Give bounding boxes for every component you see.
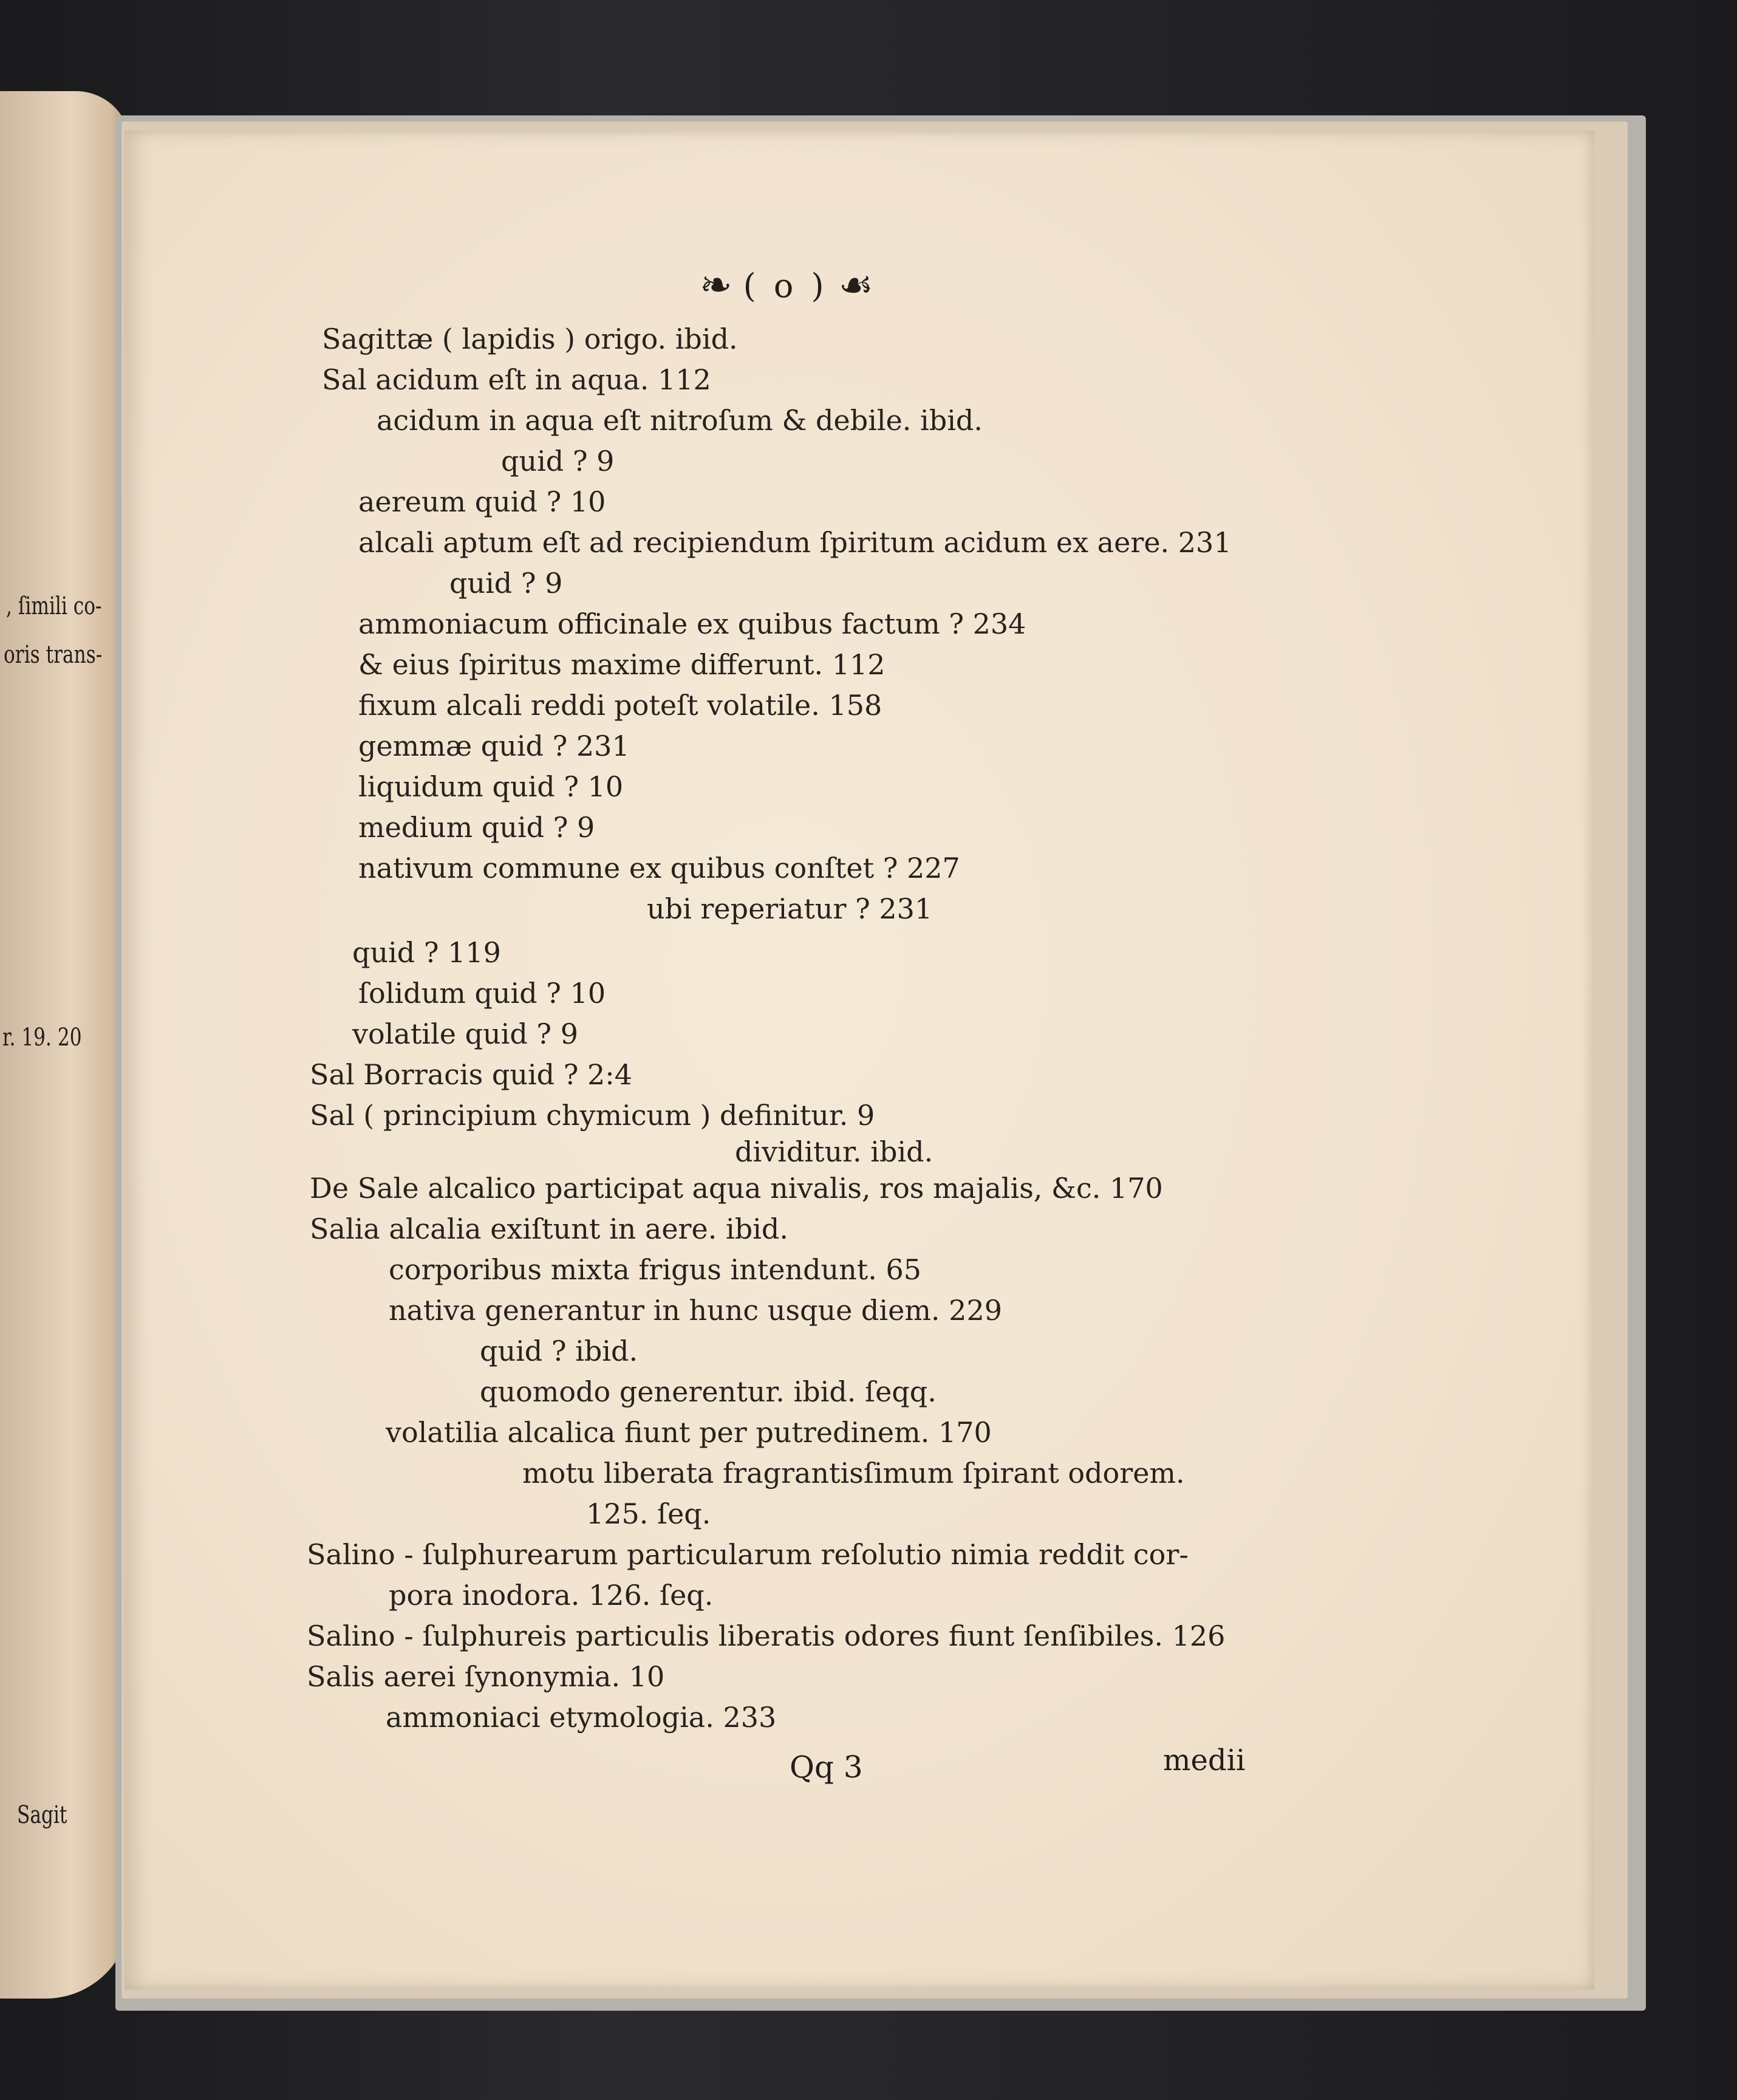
index-entry: aereum quid ? 10 (358, 485, 606, 518)
index-entry: De Sale alcalico participat aqua nivalis, ros majalis, &c. 170 (310, 1172, 1163, 1205)
index-entry: ammoniaci etymologia. 233 (386, 1701, 777, 1734)
index-entry: corporibus mixta frigus intendunt. 65 (389, 1253, 922, 1286)
signature-mark: Qq 3 (790, 1749, 863, 1785)
index-entry: ammoniacum officinale ex quibus factum ? 234 (358, 607, 1026, 640)
index-entry: Sagittæ ( lapidis ) origo. ibid. (322, 323, 738, 355)
index-entry: dividitur. ibid. (735, 1135, 933, 1168)
left-page-fragment: oris trans- (4, 641, 103, 669)
left-page-fragment: r. 19. 20 (2, 1024, 82, 1052)
index-entry: nativa generantur in hunc usque diem. 229 (389, 1294, 1002, 1327)
index-entry: quomodo generentur. ibid. ſeqq. (480, 1375, 937, 1408)
left-facing-page (0, 91, 131, 1999)
index-entry: acidum in aqua eſt nitroſum & debile. ibid. (377, 404, 983, 437)
page-number-header: ( o ) (743, 266, 828, 305)
index-entry: quid ? 9 (501, 445, 615, 477)
index-entry: Salino - ſulphureis particulis liberatis odores fiunt ſenſibiles. 126 (307, 1619, 1226, 1652)
index-entry: medium quid ? 9 (358, 811, 595, 844)
fleuron-right-icon: ☙ (838, 263, 873, 308)
index-entry: Salis aerei ſynonymia. 10 (307, 1660, 665, 1693)
index-entry: 125. ſeq. (586, 1497, 711, 1530)
index-entry: quid ? 119 (352, 936, 501, 969)
index-entry: Sal Borracis quid ? 2:4 (310, 1058, 633, 1091)
left-page-fragment: Sagit (17, 1801, 67, 1829)
index-entry: gemmæ quid ? 231 (358, 730, 630, 762)
index-entry: Salia alcalia exiſtunt in aere. ibid. (310, 1212, 788, 1245)
page-header (665, 258, 908, 313)
index-entry: ubi reperiatur ? 231 (647, 892, 933, 925)
index-entry: alcali aptum eſt ad recipiendum ſpiritum acidum ex aere. 231 (358, 526, 1232, 559)
index-entry: fixum alcali reddi poteſt volatile. 158 (358, 689, 882, 722)
index-entry: Sal ( principium chymicum ) definitur. 9 (310, 1099, 875, 1132)
index-entry: quid ? ibid. (480, 1335, 638, 1367)
index-entry: Salino - ſulphurearum particularum reſolutio nimia reddit cor- (307, 1538, 1189, 1571)
fleuron-left-icon: ❧ (700, 263, 732, 308)
left-page-fragment: , ſimili co- (6, 592, 102, 620)
index-entry: nativum commune ex quibus conſtet ? 227 (358, 852, 960, 884)
index-entry: ſolidum quid ? 10 (358, 977, 606, 1010)
index-entry: & eius ſpiritus maxime differunt. 112 (358, 648, 886, 681)
index-entry: liquidum quid ? 10 (358, 770, 624, 803)
index-entry: volatilia alcalica fiunt per putredinem. 170 (386, 1416, 992, 1449)
catchword: medii (1163, 1743, 1246, 1777)
index-entry: Sal acidum eſt in aqua. 112 (322, 363, 711, 396)
index-entry: motu liberata fragrantisſimum ſpirant odorem. (522, 1457, 1185, 1489)
index-entry: volatile quid ? 9 (352, 1018, 578, 1050)
index-entry: pora inodora. 126. ſeq. (389, 1579, 714, 1612)
index-entry: quid ? 9 (449, 567, 563, 600)
